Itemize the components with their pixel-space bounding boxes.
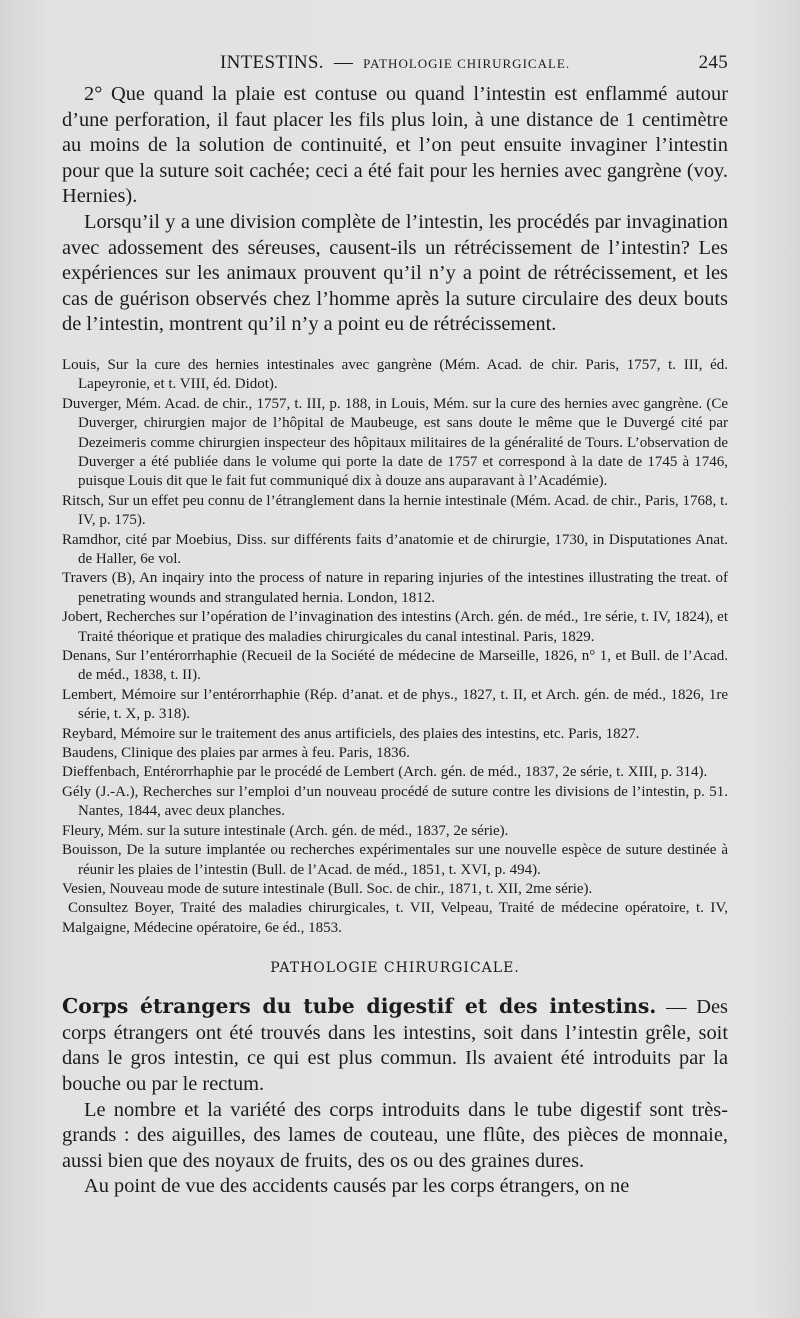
- body-paragraph: Au point de vue des accidents causés par les corps étrangers, on ne: [84, 1175, 630, 1198]
- section-first-paragraph-text: — Des corps étrangers ont été trouvés dans les intestins, soit dans l’intestin grêle, soit dans le gros intestin, ce qui est plus commun. Ils avaient été introduits par la bouche ou par le rectum.: [62, 996, 728, 1095]
- reference-item: Lembert, Mémoire sur l’entérorrhaphie (Rép. d’anat. et de phys., 1827, t. II, et Arch. gén. de méd., 1826, 1re série, t. X, p. 318).: [62, 686, 728, 723]
- bibliography: [62, 356, 728, 938]
- header-separator: —: [333, 52, 354, 73]
- reference-item: Denans, Sur l’entérorrhaphie (Recueil de la Société de médecine de Marseille, 1826, n° 1, et Bull. de l’Acad. de méd., 1838, t. II).: [62, 648, 728, 684]
- reference-item: Ritsch, Sur un effet peu connu de l’étranglement dans la hernie intestinale (Mém. Acad. de chir., Paris, 1768, t. IV, p. 175).: [62, 492, 728, 529]
- reference-item: Baudens, Clinique des plaies par armes à feu. Paris, 1836.: [62, 745, 410, 762]
- reference-item: Consultez Boyer, Traité des maladies chirurgicales, t. VII, Velpeau, Traité de médecine opératoire, t. IV, Malgaigne, Médecine opératoire, 6e éd., 1853.: [62, 900, 728, 936]
- reference-item: Louis, Sur la cure des hernies intestinales avec gangrène (Mém. Acad. de chir. Paris, 1757, t. III, éd. Lapeyronie, et t. VIII, éd. Didot).: [62, 356, 728, 393]
- section-heading: PATHOLOGIE CHIRURGICALE.: [270, 960, 520, 977]
- reference-item: Bouisson, De la suture implantée ou recherches expérimentales sur une nouvelle espèce de suture destinée à réunir les plaies de l’intestin (Bull. de l’Acad. de méd., 1851, t. XVI, p. 494).: [62, 842, 728, 878]
- reference-item: Gély (J.-A.), Recherches sur l’emploi d’un nouveau procédé de suture contre les divisions de l’intestin, p. 51. Nantes, 1844, avec deux planches.: [62, 783, 728, 820]
- reference-item: Vesien, Nouveau mode de suture intestinale (Bull. Soc. de chir., 1871, t. XII, 2me série).: [62, 880, 593, 897]
- reference-item: Ramdhor, cité par Moebius, Diss. sur différents faits d’anatomie et de chirurgie, 1730, in Disputationes Anat. de Haller, 6e vol.: [62, 531, 728, 567]
- reference-item: Jobert, Recherches sur l’opération de l’invagination des intestins (Arch. gén. de méd., 1re série, t. IV, 1824), et Traité théorique et pratique des maladies chirurgicales du canal intestinal. Paris, 1829.: [62, 609, 728, 645]
- body-paragraph: Le nombre et la variété des corps introduits dans le tube digestif sont très-grands : des aiguilles, des lames de couteau, une flûte, des pièces de monnaie, aussi bien que des noyaux de fruits, des os ou des graines dures.: [62, 1098, 728, 1172]
- reference-item: Travers (B), An inqairy into the process of nature in reparing injuries of the intestines illustrating the treat. of penetrating wounds and strangulated hernia. London, 1812.: [62, 570, 728, 606]
- running-header: [62, 52, 728, 82]
- reference-item: Reybard, Mémoire sur le traitement des anus artificiels, des plaies des intestins, etc. Paris, 1827.: [62, 725, 640, 742]
- body-paragraph: Lorsqu’il y a une division complète de l’intestin, les procédés par invagination avec adossement des séreuses, causent-ils un rétrécissement de l’intestin? Les expériences sur les animaux prouvent qu’il n’y a point de rétrécissement, et les cas de guérison observés chez l’homme après la suture circulaire des deux bouts de l’intestin, montrent qu’il n’y a point eu de rétrécissement.: [62, 210, 728, 336]
- header-subtitle: PATHOLOGIE CHIRURGICALE.: [363, 56, 571, 71]
- reference-item: Duverger, Mém. Acad. de chir., 1757, t. III, p. 188, in Louis, Mém. sur la cure des hernies avec gangrène. (Ce Duverger, chirurgien major de l’hôpital de Maubeuge, est sans doute le même que le Duvergé cité par Dezeimeris comme chirurgien inspecteur des hôpitaux militaires de la généralité de Tours. L’observation de Duverger a été publiée dans le volume qui porte la date de 1757 et correspond à la date de 1745 à 1746, puisque Louis dit que le fait fut communiqué dix à douze ans auparavant à l’Académie).: [62, 395, 728, 490]
- section-first-paragraph: [62, 994, 728, 1097]
- header-title: INTESTINS.: [220, 52, 324, 73]
- reference-item: Fleury, Mém. sur la suture intestinale (Arch. gén. de méd., 1837, 2e série).: [62, 822, 509, 839]
- reference-item: Dieffenbach, Entérorrhaphie par le procédé de Lembert (Arch. gén. de méd., 1837, 2e série, t. XIII, p. 314).: [62, 764, 708, 781]
- page-number: 245: [698, 52, 728, 73]
- section-lead: Corps étrangers du tube digestif et des intestins.: [62, 994, 657, 1019]
- body-paragraph: 2° Que quand la plaie est contuse ou quand l’intestin est enflammé autour d’une perforation, il faut placer les fils plus loin, à une distance de 1 centimètre au moins de la solution de continuité, et l’on peut ensuite invaginer l’intestin pour que la suture soit cachée; ceci a été fait pour les hernies avec gangrène (voy. Hernies).: [62, 83, 728, 208]
